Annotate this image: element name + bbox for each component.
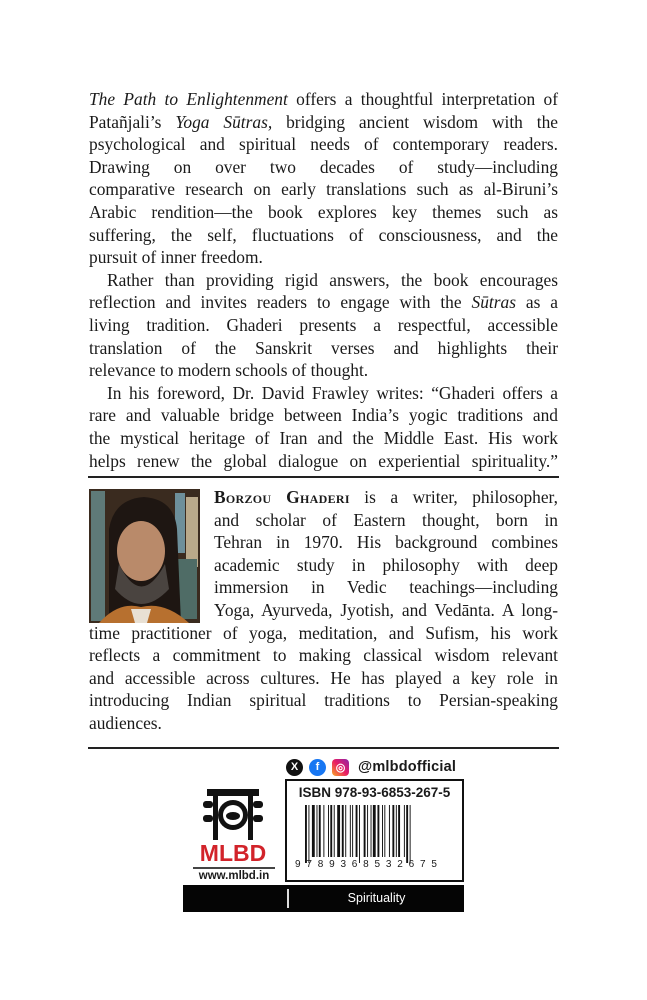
barcode-bar xyxy=(384,805,385,857)
text-segment: suffering, the self, fluctuations of consciousness, and the xyxy=(89,224,558,245)
category-label: Spirituality xyxy=(347,891,406,905)
bio-text: and accessible across cultures. He has played a key role in xyxy=(89,667,558,688)
blurb-line xyxy=(89,359,558,382)
barcode-bar xyxy=(389,805,390,857)
barcode-bar xyxy=(367,805,368,857)
publisher-website[interactable]: www.mlbd.in xyxy=(198,870,270,882)
text-segment: translation of the Sanskrit verses and highlights their xyxy=(89,337,558,358)
barcode-bar xyxy=(410,805,411,863)
isbn-label: ISBN 978-93-6853-267-5 xyxy=(298,785,451,800)
bio-line xyxy=(214,509,558,532)
bio-text: and scholar of Eastern thought, born in xyxy=(214,509,558,530)
author-name: Borzou Ghaderi xyxy=(214,487,350,507)
text-segment: offers a thoughtful interpretation of xyxy=(287,89,558,109)
barcode-bar xyxy=(337,805,340,857)
text-segment: psychological and spiritual needs of contemporary readers. xyxy=(89,134,558,155)
bio-line xyxy=(214,599,558,622)
bio-line xyxy=(89,644,558,667)
italic-title: Sūtras xyxy=(471,292,516,313)
barcode-bar xyxy=(308,805,309,863)
instagram-icon[interactable]: ◎ xyxy=(332,759,349,776)
barcode-bar xyxy=(404,805,405,857)
barcode xyxy=(305,805,445,863)
logo-underline xyxy=(193,867,275,869)
blurb-line xyxy=(89,291,558,314)
bio-text: Yoga, Ayurveda, Jyotish, and Vedānta. A long- xyxy=(214,599,558,620)
barcode-bar xyxy=(334,805,335,857)
barcode-bar xyxy=(377,805,379,857)
author-bio xyxy=(89,486,558,735)
blurb-line xyxy=(89,111,558,134)
bio-text: academic study in philosophy with deep xyxy=(214,554,558,575)
blurb-line xyxy=(89,382,558,405)
blurb-line xyxy=(89,246,558,269)
text-segment: Arabic rendition—the book explores key themes such as xyxy=(89,201,558,222)
blurb-line xyxy=(89,404,558,427)
publisher-name: MLBD xyxy=(199,840,267,866)
barcode-bar xyxy=(342,805,344,857)
blurb-line xyxy=(89,269,558,292)
bio-text: audiences. xyxy=(89,712,162,733)
bio-line xyxy=(89,667,558,690)
barcode-bar xyxy=(373,805,376,857)
bio-text: time practitioner of yoga, meditation, and Sufism, his work xyxy=(89,622,558,643)
x-icon[interactable]: X xyxy=(286,759,303,776)
barcode-bar xyxy=(319,805,321,857)
text-segment: relevance to modern schools of thought. xyxy=(89,360,369,381)
barcode-bar xyxy=(350,805,351,857)
bio-text: immersion in Vedic teachings—including xyxy=(214,577,558,598)
blurb-line xyxy=(89,337,558,360)
barcode-bar xyxy=(382,805,383,857)
barcode-bar xyxy=(305,805,307,863)
barcode-bar xyxy=(345,805,346,857)
barcode-bar xyxy=(406,805,408,863)
barcode-bar xyxy=(356,805,358,857)
bio-text: Tehran in 1970. His background combines xyxy=(214,532,558,553)
category-bar xyxy=(183,885,464,912)
text-segment: In his foreword, Dr. David Frawley writes: “Ghaderi offers a xyxy=(107,382,558,403)
barcode-bar xyxy=(317,805,318,857)
text-segment: Rather than providing rigid answers, the book encourages xyxy=(107,269,558,290)
text-segment: Patañjali’s xyxy=(89,111,176,132)
barcode-digits: 9789368532675 xyxy=(295,859,443,870)
barcode-bar xyxy=(359,805,360,863)
blurb-line xyxy=(89,201,558,224)
bio-line xyxy=(214,554,558,577)
blurb-line xyxy=(89,156,558,179)
blurb-line xyxy=(89,314,558,337)
bio-line xyxy=(89,712,558,735)
barcode-bar xyxy=(328,805,329,857)
facebook-icon[interactable]: f xyxy=(309,759,326,776)
blurb-line xyxy=(89,133,558,156)
barcode-bar xyxy=(364,805,366,857)
italic-title: Yoga Sūtras, xyxy=(175,111,273,132)
text-segment: comparative research on early translations such as al-Biruni’s xyxy=(89,179,558,200)
italic-title: The Path to Enlightenment xyxy=(89,89,288,109)
text-segment: the mystical heritage of Iran and the Middle East. His work xyxy=(89,427,558,448)
text-segment: rare and valuable bridge between India’s yogic traditions and xyxy=(89,405,558,426)
text-segment: Drawing on over two decades of study—including xyxy=(89,156,558,177)
bio-line xyxy=(89,689,558,712)
barcode-bar xyxy=(371,805,372,857)
blurb-line xyxy=(89,427,558,450)
barcode-bar xyxy=(323,805,324,857)
barcode-bar xyxy=(312,805,315,857)
text-segment: reflection and invites readers to engage with the xyxy=(89,292,472,313)
blurb-line xyxy=(89,450,558,473)
barcode-bar xyxy=(398,805,400,857)
barcode-bar xyxy=(330,805,332,857)
text-segment: helps renew the global dialogue on experiential spirituality.” xyxy=(89,450,558,471)
blurb-line xyxy=(89,178,558,201)
bio-text: is a writer, philosopher, xyxy=(349,487,559,507)
barcode-bar xyxy=(392,805,394,857)
divider-top xyxy=(88,476,559,478)
blurb-line xyxy=(89,224,558,247)
bio-line xyxy=(214,576,558,599)
bio-line xyxy=(89,622,558,645)
text-segment: living tradition. Ghaderi presents a respectful, accessible xyxy=(89,314,558,335)
blurb-line xyxy=(89,88,558,111)
bio-text: reflects a commitment to making classical wisdom relevant xyxy=(89,645,558,666)
social-handle[interactable]: @mlbdofficial xyxy=(358,759,457,775)
bio-text: introducing Indian spiritual traditions to Persian-speaking xyxy=(89,690,558,711)
social-links xyxy=(286,757,456,777)
bio-line xyxy=(214,531,558,554)
barcode-bar xyxy=(396,805,397,857)
isbn-barcode-box xyxy=(285,779,464,882)
text-segment: pursuit of inner freedom. xyxy=(89,247,263,268)
text-segment: as a xyxy=(515,292,558,313)
bio-line xyxy=(214,486,558,509)
text-segment: bridging ancient wisdom with the xyxy=(272,111,559,132)
publisher-logo xyxy=(203,789,263,842)
divider-bottom xyxy=(88,747,559,749)
blurb-text xyxy=(89,88,558,472)
barcode-bar xyxy=(352,805,353,857)
